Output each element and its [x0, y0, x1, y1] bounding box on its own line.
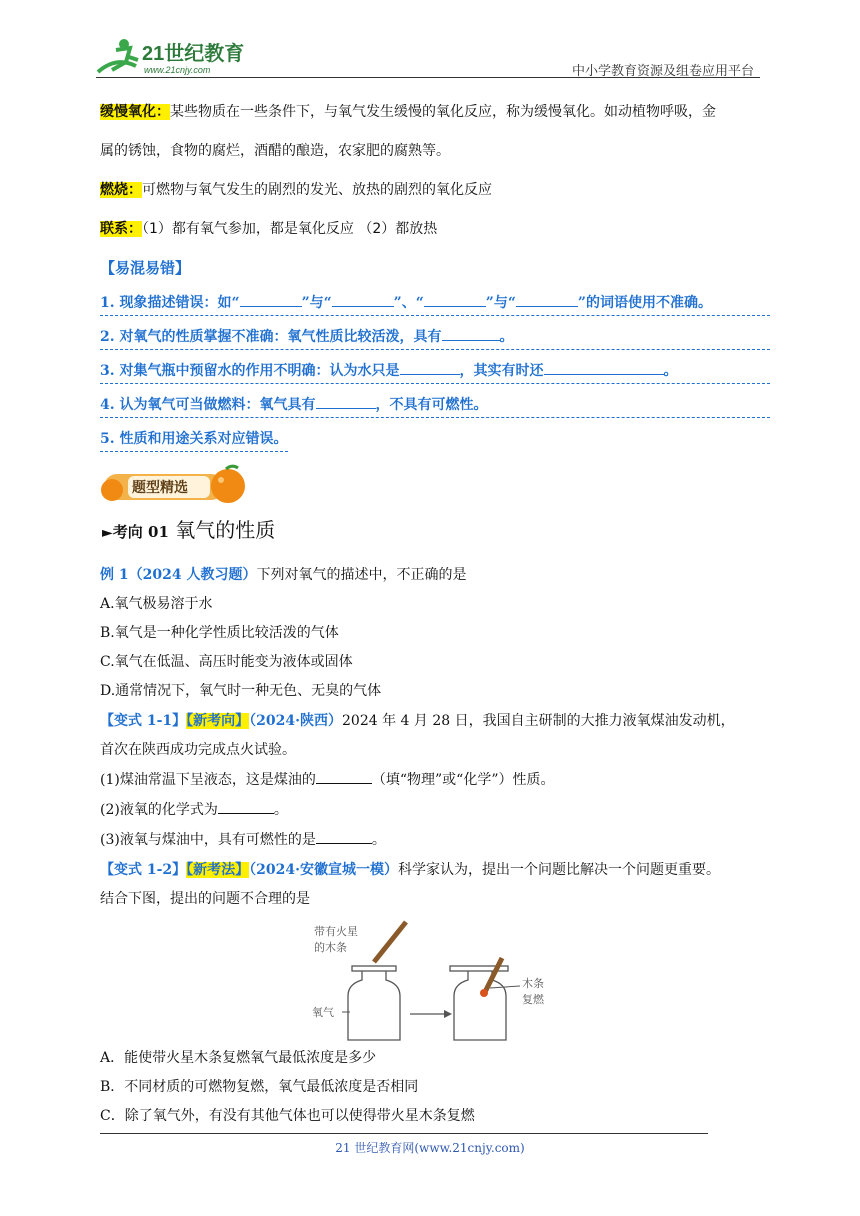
option: A.氧气极易溶于水	[100, 596, 213, 612]
option: B.氧气是一种化学性质比较活泼的气体	[100, 625, 339, 641]
option: D.通常情况下，氧气时一种无色、无臭的气体	[100, 683, 382, 699]
variant11-q3: (3)液氧与煤油中，具有可燃性的是 。	[100, 832, 386, 848]
topic-arrow-icon: ►	[102, 525, 113, 541]
combustion-text: 可燃物与氧气发生的剧烈的发光、放热的剧烈的氧化反应	[142, 182, 492, 198]
example1-stem: 例 1（2024 人教习题）下列对氧气的描述中，不正确的是	[100, 567, 467, 583]
relation-line	[100, 210, 762, 248]
combustion-label: 燃烧：	[100, 182, 142, 198]
slow-oxidation-line2: 属的锈蚀，食物的腐烂，酒醋的酿造，农家肥的腐熟等。	[100, 143, 450, 159]
variant11-stem: 【变式 1-1】【新考向】（2024·陕西）2024 年 4 月 28 日，我国自主研制的大推力液氧煤油发动机，	[100, 713, 735, 729]
slow-oxidation-label: 缓慢氧化：	[100, 104, 170, 120]
mistake-item: 5. 性质和用途关系对应错误。	[100, 428, 288, 452]
mistakes-title: 【易混易错】	[100, 259, 191, 277]
site-logo	[96, 36, 266, 78]
mistake-item: 3. 对集气瓶中预留水的作用不明确：认为水只是 ，其实有时还 。	[100, 360, 770, 384]
relation-text: （1）都有氧气参加，都是氧化反应 （2）都放热	[142, 221, 438, 237]
platform-name: 中小学教育资源及组卷应用平台	[571, 64, 754, 79]
topic-code: 考向 01	[112, 523, 169, 541]
section-badge	[100, 462, 250, 510]
experiment-figure	[298, 918, 558, 1048]
option: C．除了氧气外，有没有其他气体也可以使得带火星木条复燃	[100, 1108, 475, 1124]
combustion-line	[100, 171, 762, 209]
footer-text: 21 世纪教育网(www.21cnjy.com)	[335, 1141, 525, 1155]
figure-label-relight: 木条 复燃	[522, 977, 544, 1006]
figure-label-stick: 带有火星 的木条	[314, 925, 358, 954]
variant11-q1: (1)煤油常温下呈液态，这是煤油的 （填“物理”或“化学”）性质。	[100, 772, 555, 788]
badge-label: 题型精选	[132, 480, 188, 496]
logo-text: 21世纪教育	[142, 43, 245, 65]
new-method-tag: 【新考法】	[186, 862, 250, 878]
mistake-item: 4. 认为氧气可当做燃料：氧气具有 ，不具有可燃性。	[100, 394, 770, 418]
option: C.氧气在低温、高压时能变为液体或固体	[100, 654, 353, 670]
footer-rule	[100, 1133, 708, 1134]
option: A．能使带火星木条复燃氧气最低浓度是多少	[100, 1050, 377, 1066]
slow-oxidation-line1	[100, 93, 762, 131]
topic-title: 氧气的性质	[175, 518, 276, 542]
figure-label-gas: 氧气	[312, 1006, 334, 1019]
variant11-q2: (2)液氧的化学式为 。	[100, 802, 288, 818]
relation-label: 联系：	[100, 221, 142, 237]
slow-oxidation-text: 某些物质在一些条件下，与氧气发生缓慢的氧化反应，称为缓慢氧化。如动植物呼吸，金	[170, 104, 716, 120]
new-direction-tag: 【新考向】	[186, 713, 250, 729]
logo-url: www.21cnjy.com	[144, 65, 211, 75]
variant12-stem-line2: 结合下图，提出的问题不合理的是	[100, 891, 310, 907]
mistake-item: 1. 现象描述错误：如“ ”与“ ”、“ ”与“ ”的词语使用不准确。	[100, 292, 770, 316]
example1-label: 例 1（2024 人教习题）	[100, 567, 257, 583]
option: B．不同材质的可燃物复燃，氧气最低浓度是否相同	[100, 1079, 419, 1095]
topic-heading	[102, 514, 275, 543]
variant12-stem: 【变式 1-2】【新考法】（2024·安徽宣城一模）科学家认为，提出一个问题比解决一个问题更重要。	[100, 862, 721, 878]
header-rule	[96, 77, 760, 78]
variant11-stem-line2: 首次在陕西成功完成点火试验。	[100, 742, 296, 758]
mistake-item: 2. 对氧气的性质掌握不准确：氧气性质比较活泼，具有 。	[100, 326, 770, 350]
